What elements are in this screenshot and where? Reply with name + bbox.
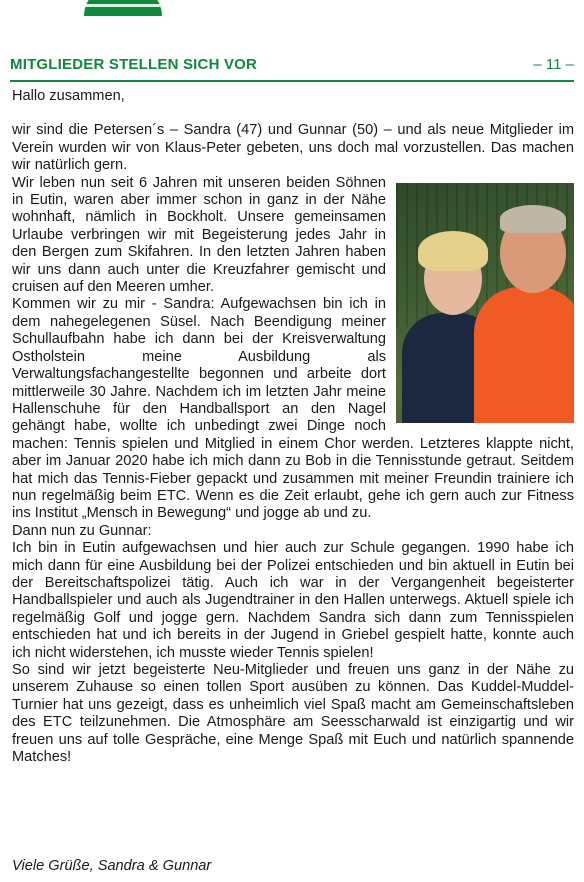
article-body [12,88,574,766]
paragraph-gunnar-heading: Dann nun zu Gunnar: [12,522,152,539]
signoff: Viele Grüße, Sandra & Gunnar [12,858,212,874]
page-header [10,52,574,76]
paragraph-gunnar: Ich bin in Eutin aufgewachsen und hier auch zur Schule gegangen. 1990 habe ich mich dann für eine Ausbildung bei der Polizei entschieden und bin aktuell in Eutin bei der Bereitschaftspolizei tätig. Auch ich war in der Vergangenheit begeisterter Handballspieler und auch als Jugendtrainer in den Hallen unterwegs. Aktuell spiele ich regelmäßig Golf und jogge gern. Nachdem Sandra sich dann zum Tennisspielen entschieden hat und ich bereits in der Jugend in Griebel gespielt hatte, konnte auch ich nicht widerstehen, ich musste wieder Tennis spielen! [12,540,574,661]
header-divider [10,80,574,82]
club-logo [84,0,162,16]
greeting: Hallo zusammen, [12,88,125,104]
paragraph-closing: So sind wir jetzt begeisterte Neu-Mitglieder und freuen uns ganz in der Nähe zu unserem Zuhause so einen tollen Sport ausüben zu können. Das Kuddel-Muddel-Turnier hat uns gezeigt, dass es unheimlich viel Spaß macht am Gemeinschaftsleben des ETC teilzunehmen. Die Atmosphäre am Seesscharwald ist einzigartig und wir freuen uns auf tolle Gespräche, eine Menge Spaß mit Euch und natürlich spannende Matches! [12,662,574,766]
page-number: – 11 – [533,55,574,73]
paragraph-family: Wir leben nun seit 6 Jahren mit unseren beiden Söhnen in Eutin, waren aber immer schon in ganz in der Nähe wohnhaft, nämlich in Bockholt. Unsere gemeinsamen Urlaube verbringen wir mit Begeisterung jedes Jahr in den Bergen zum Skifahren. In den letzten Jahren haben wir uns dann auch unter die Kreuzfahrer gemischt und cruisen auf den Meeren umher. [12,174,386,296]
paragraph-intro: wir sind die Petersen´s – Sandra (47) und Gunnar (50) – und als neue Mitglieder im Verein wurden wir von Klaus-Peter gebeten, uns doch mal vorzustellen. Das machen wir natürlich gern. [12,122,574,174]
couple-photo [396,183,574,423]
paragraph-sandra: Kommen wir zu mir - Sandra: Aufgewachsen bin ich in dem nahegelegenen Süsel. Nach Beendigung meiner Schullaufbahn habe ich dann bei der Kreisverwaltung Ostholstein meine Ausbildung als Verwaltungsfachangestellte begonnen und arbeite dort mittlerweile 30 Jahre. Nachdem ich im letzten Jahr meine Hallenschuhe für den Handballsport an den Nagel gehängt habe, wollte ich unbedingt zwei Dinge noch machen: Tennis spielen und Mitglied in einem Chor werden. Letzteres klappte nicht, aber im Januar 2020 habe ich mich dann zu Bob in die Tennisstunde getraut. Seitdem hat mich das Tennis-Fieber gepackt und zusammen mit meiner Freundin trainiere ich nun regelmäßig beim ETC. Wenn es die Zeit erlaubt, gehe ich gern auch zur Fitness ins Institut „Mensch in Bewegung“ und jogge ab und zu. [12,296,574,522]
section-title: MITGLIEDER STELLEN SICH VOR [10,55,258,73]
